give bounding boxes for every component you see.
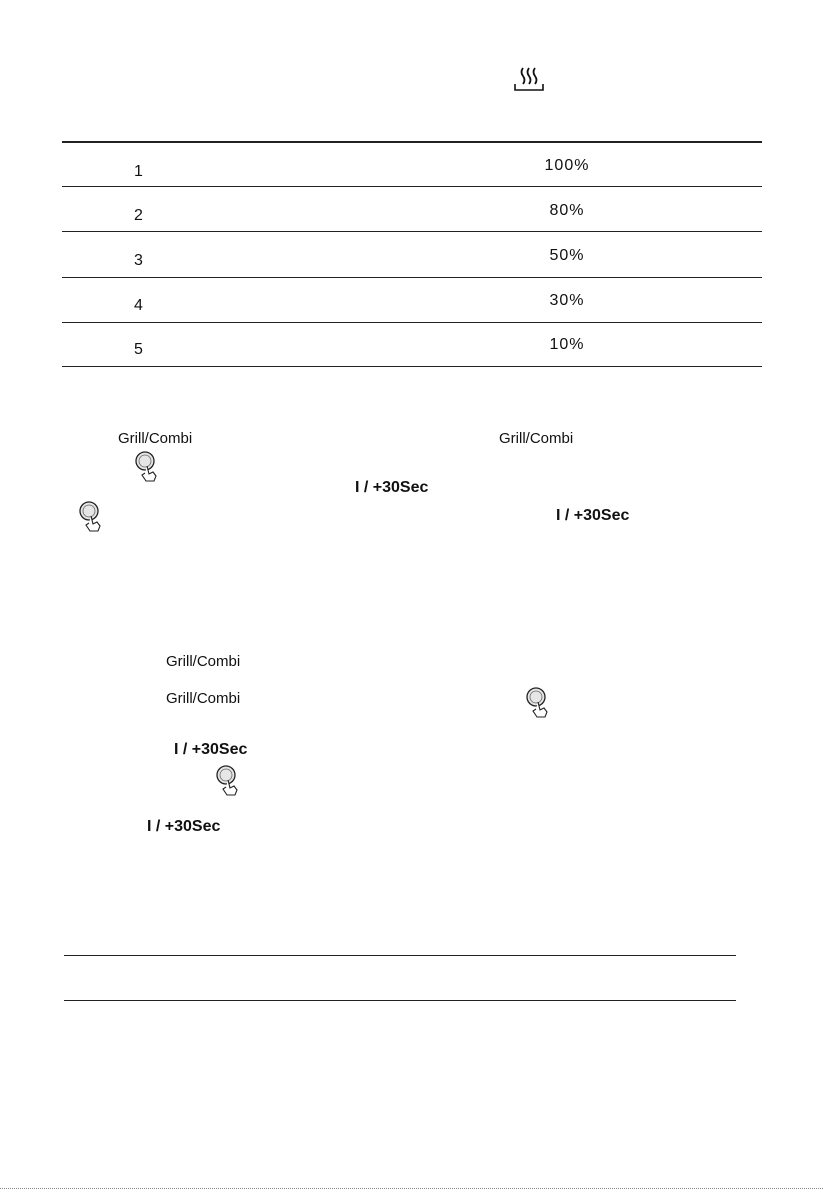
table-row-divider — [62, 322, 762, 323]
table-bottom-rule — [62, 366, 762, 367]
start-30sec-key-label: I / +30Sec — [147, 818, 221, 835]
table-row-power: 80% — [549, 202, 585, 219]
note-box-top-rule — [64, 955, 736, 956]
table-row-divider — [62, 186, 762, 187]
start-30sec-key-label: I / +30Sec — [174, 741, 248, 758]
grill-combi-key-label: Grill/Combi — [118, 430, 193, 447]
table-row-power: 50% — [549, 247, 585, 264]
table-row-power: 100% — [544, 157, 590, 174]
start-30sec-key-label: I / +30Sec — [355, 479, 429, 496]
dial-knob-hand-icon — [133, 450, 161, 484]
table-row-power: 30% — [549, 292, 585, 309]
grill-combi-key-label: Grill/Combi — [166, 653, 241, 670]
note-box-bottom-rule — [64, 1000, 736, 1001]
start-30sec-key-label: I / +30Sec — [556, 507, 630, 524]
table-row-divider — [62, 277, 762, 278]
dial-knob-hand-icon — [214, 764, 242, 798]
table-row-level: 5 — [134, 341, 143, 358]
dial-knob-hand-icon — [524, 686, 552, 720]
grill-combi-key-label: Grill/Combi — [166, 690, 241, 707]
table-row-level: 3 — [134, 252, 143, 269]
table-row-power: 10% — [549, 336, 585, 353]
table-row-level: 1 — [134, 163, 143, 180]
page-edge-rule — [0, 1188, 823, 1189]
table-top-rule — [62, 141, 762, 143]
grill-combi-key-label: Grill/Combi — [499, 430, 574, 447]
table-row-level: 4 — [134, 297, 143, 314]
steam-dish-icon — [512, 62, 546, 96]
table-row-level: 2 — [134, 207, 143, 224]
table-row-divider — [62, 231, 762, 232]
dial-knob-hand-icon — [77, 500, 105, 534]
